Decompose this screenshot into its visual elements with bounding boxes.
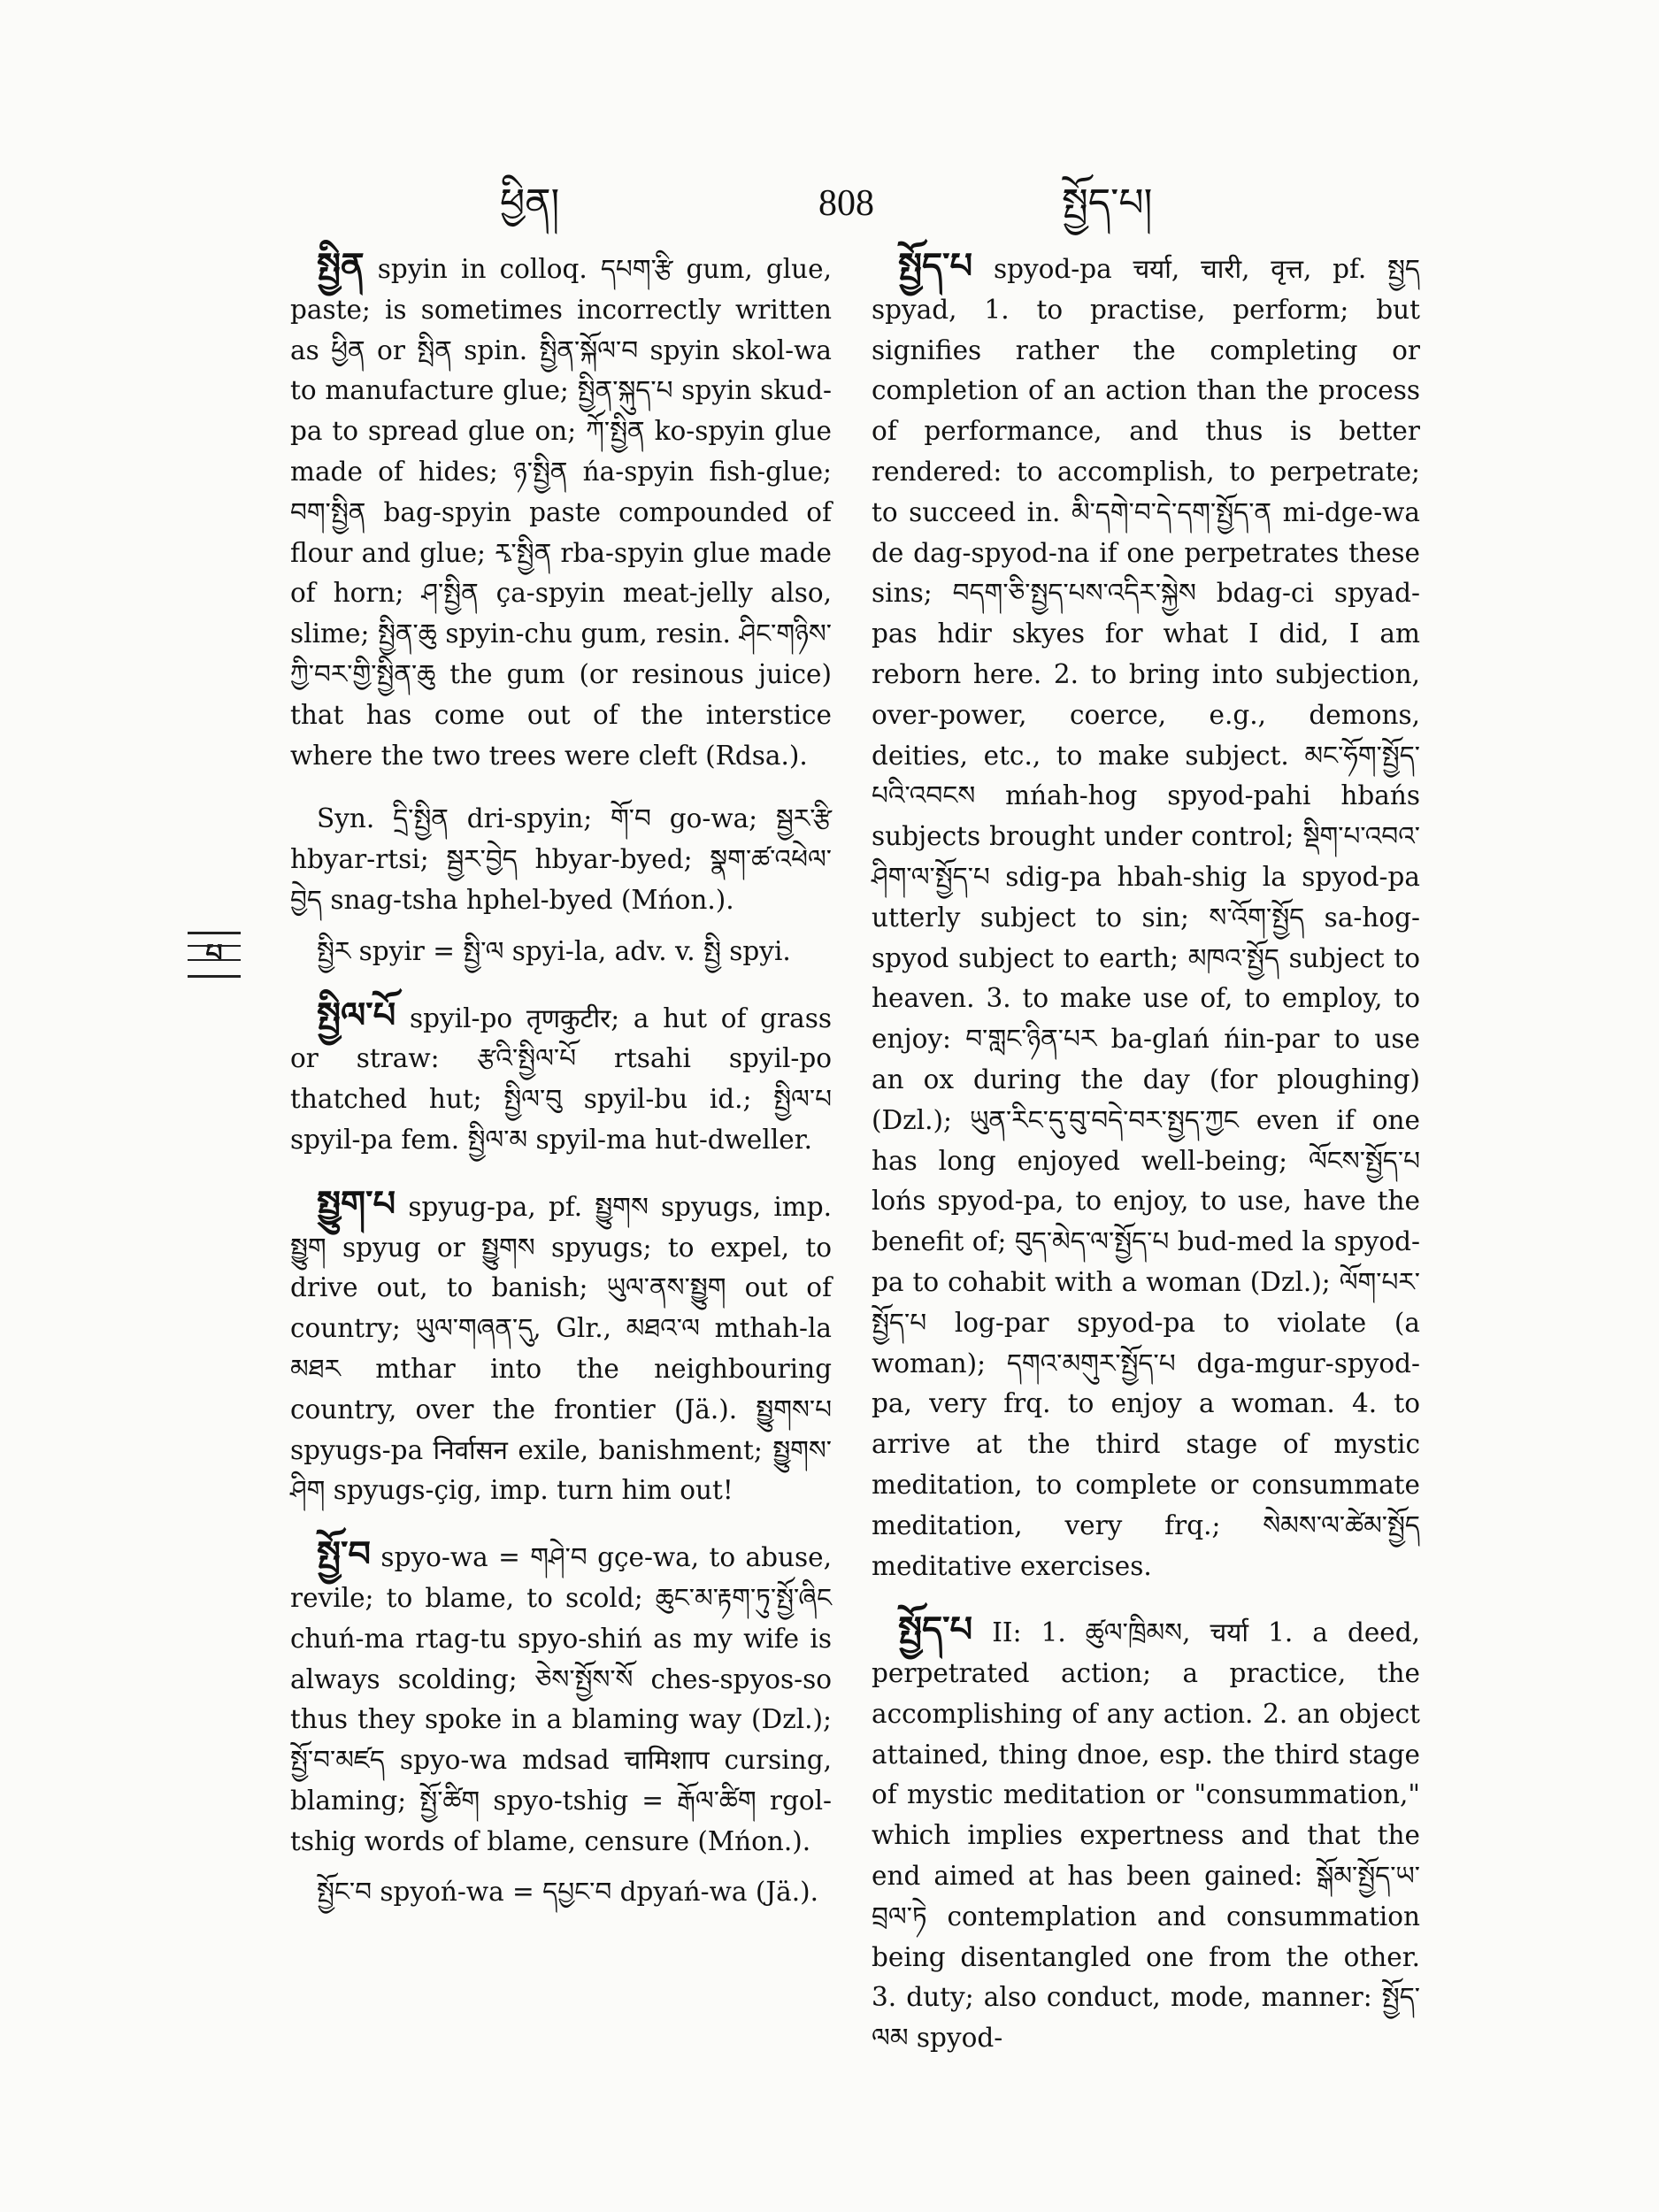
- entry-text: II: 1. ཚུལ་ཁྲིམས, चर्या 1. a deed, perpetrated action; a practice, the accomplishing of any action. 2. an object attained, thing dnoe, esp. the third stage of mystic meditation or "consummation," which implies expertness and that the end aimed at has been gained: སྒོམ་སྤྱོད་ཡ་བྲལ་ཏེ contemplation and consummation being disentangled one from the other. 3. duty; also conduct, mode, manner: སྤྱོད་ལམ spyod-: [872, 1617, 1420, 2054]
- entry-text: spyin in colloq. དཔག་རྩི gum, glue, paste; is sometimes incorrectly written as ཕྱིན or སྤིན spin. སྤྱིན་སྐོལ་བ spyin skol-wa to manufacture glue; སྤྱིན་སྐུད་པ spyin skud-pa to spread glue on; ཀོ་སྤྱིན ko-spyin glue made of hides; ཉ་སྤྱིན ńa-spyin fish-glue; བག་སྤྱིན bag-spyin paste compounded of flour and glue; རྭ་སྤྱིན rba-spyin glue made of horn; ཤ་སྤྱིན ça-spyin meat-jelly also, slime; སྤྱིན་ཆུ spyin-chu gum, resin. ཤིང་གཉིས་ཀྱི་བར་གྱི་སྤྱིན་ཆུ the gum (or resinous juice) that has come out of the interstice where the two trees were cleft (Rdsa.).: [290, 254, 832, 771]
- running-head-right: སྤྱོད་པ།: [1062, 180, 1153, 226]
- entry-headword: སྤྱུག་པ: [317, 1182, 396, 1225]
- letter-thumb-tab: པ: [188, 932, 241, 978]
- page-number: 808: [818, 183, 874, 224]
- entry-spyod-pa-ii: [872, 1609, 1420, 2059]
- entry-headword: སྤྱོད་པ: [898, 1609, 973, 1651]
- entry-text: spyod-pa चर्या, चारी, वृत्त, pf. སྤྱད spyad, 1. to practise, perform; but signifies rather the completing or completion of an action than the process of performance, and thus is better rendered: to accomplish, to perpetrate; to succeed in. མི་དགེ་བ་དེ་དག་སྤྱོད་ན mi-dge-wa de dag-spyod-na if one perpetrates these sins; བདག་ཅི་སྤྱད་པས་འདིར་སྐྱེས bdag-ci spyad-pas hdir skyes for what I did, I am reborn here. 2. to bring into subjection, over-power, coerce, e.g., demons, deities, etc., to make subject. མང་ཧོག་སྤྱོད་པའི་འབངས mńah-hog spyod-pahi hbańs subjects brought under control; སྡིག་པ་འབའ་ཤིག་ལ་སྤྱོད་པ sdig-pa hbah-shig la spyod-pa utterly subject to sin; ས་འོག་སྤྱོད sa-hog-spyod subject to earth; མཁའ་སྤྱོད subject to heaven. 3. to make use of, to employ, to enjoy: བ་གླང་ཉིན་པར ba-glań ńin-par to use an ox during the day (for ploughing) (Dzl.); ཡུན་རིང་དུ་བུ་བདེ་བར་སྤྱད་ཀྱང even if one has long enjoyed well-being; ལོངས་སྤྱོད་པ lońs spyod-pa, to enjoy, to use, have the benefit of; བུད་མེད་ལ་སྤྱོད་པ bud-med la spyod-pa to cohabit with a woman (Dzl.); ལོག་པར་སྤྱོད་པ log-par spyod-pa to violate (a woman); དགའ་མགུར་སྤྱོད་པ dga-mgur-spyod-pa, very frq. to enjoy a woman. 4. to arrive at the third stage of mystic meditation, to complete or consummate meditation, very frq.; སེམས་ལ་ཚེམ་སྤྱོད meditative exercises.: [872, 254, 1420, 1581]
- running-head-left: ཕྱིན།: [500, 180, 560, 226]
- entry-headword: སྤྱོ་བ: [317, 1533, 372, 1576]
- entry-spyin: [290, 246, 832, 776]
- entry-text: spyug-pa, pf. སྤྱུགས spyugs, imp. སྤྱུག spyug or སྤྱུགས spyugs; to expel, to drive out, to banish; ཡུལ་ནས་སྤྱུག out of country; ཡུལ་གཞན་དུ, Glr., མཐའ་ལ mthah-la མཐར mthar into the neighbouring country, over the frontier (Jä.). སྤྱུགས་པ spyugs-pa निर्वासन exile, banishment; སྤྱུགས་ཤིག spyugs-çig, imp. turn him out!: [290, 1191, 832, 1506]
- entry-text: Syn. དྲི་སྤྱིན dri-spyin; གོ་བ go-wa; སྦྱར་རྩི hbyar-rtsi; སྦྱར་བྱེད hbyar-byed; སྣག་ཚ་འཕེལ་བྱེད snag-tsha hphel-byed (Mńon.).: [290, 803, 832, 915]
- entry-spyod-pa: [872, 246, 1420, 1586]
- entry-spyin-synonyms: [290, 799, 832, 920]
- entry-spyug-pa: [290, 1184, 832, 1511]
- entry-headword: སྤྱིལ་པོ: [317, 994, 396, 1036]
- entry-spyon-wa: [290, 1872, 832, 1913]
- entry-text: spyo-wa = གཤེ་བ gçe-wa, to abuse, revile; to blame, to scold; ཆུང་མ་རྟག་ཏུ་སྤྱོ་ཞིང chuń-ma rtag-tu spyo-shiń as my wife is always scolding; ཅེས་སྤྱོས་སོ ches-spyos-so thus they spoke in a blaming way (Dzl.); སྤྱོ་བ་མཛད spyo-wa mdsad चामिशाप cursing, blaming; སྤྱོ་ཚིག spyo-tshig = རྒོལ་ཚིག rgol-tshig words of blame, censure (Mńon.).: [290, 1542, 832, 1856]
- entry-spyo-wa: [290, 1534, 832, 1862]
- entry-text: spyil-po तृणकुटीर; a hut of grass or straw: རྩའི་སྤྱིལ་པོ rtsahi spyil-po thatched hut; སྤྱིལ་བུ spyil-bu id.; སྤྱིལ་པ spyil-pa fem. སྤྱིལ་མ spyil-ma hut-dweller.: [290, 1002, 832, 1155]
- entry-text: སྤྱིར spyir = སྤྱི་ལ spyi-la, adv. v. སྤྱི spyi.: [317, 935, 791, 966]
- right-column: [872, 246, 1420, 2082]
- entry-spyir: [290, 932, 832, 972]
- entry-headword: སྤྱིན: [317, 245, 365, 287]
- entry-headword: སྤྱོད་པ: [898, 245, 973, 287]
- entry-spyil-po: [290, 995, 832, 1161]
- entry-text: སྤྱོང་བ spyoń-wa = དཔྱང་བ dpyań-wa (Jä.).: [317, 1877, 819, 1908]
- left-column: [290, 246, 832, 1936]
